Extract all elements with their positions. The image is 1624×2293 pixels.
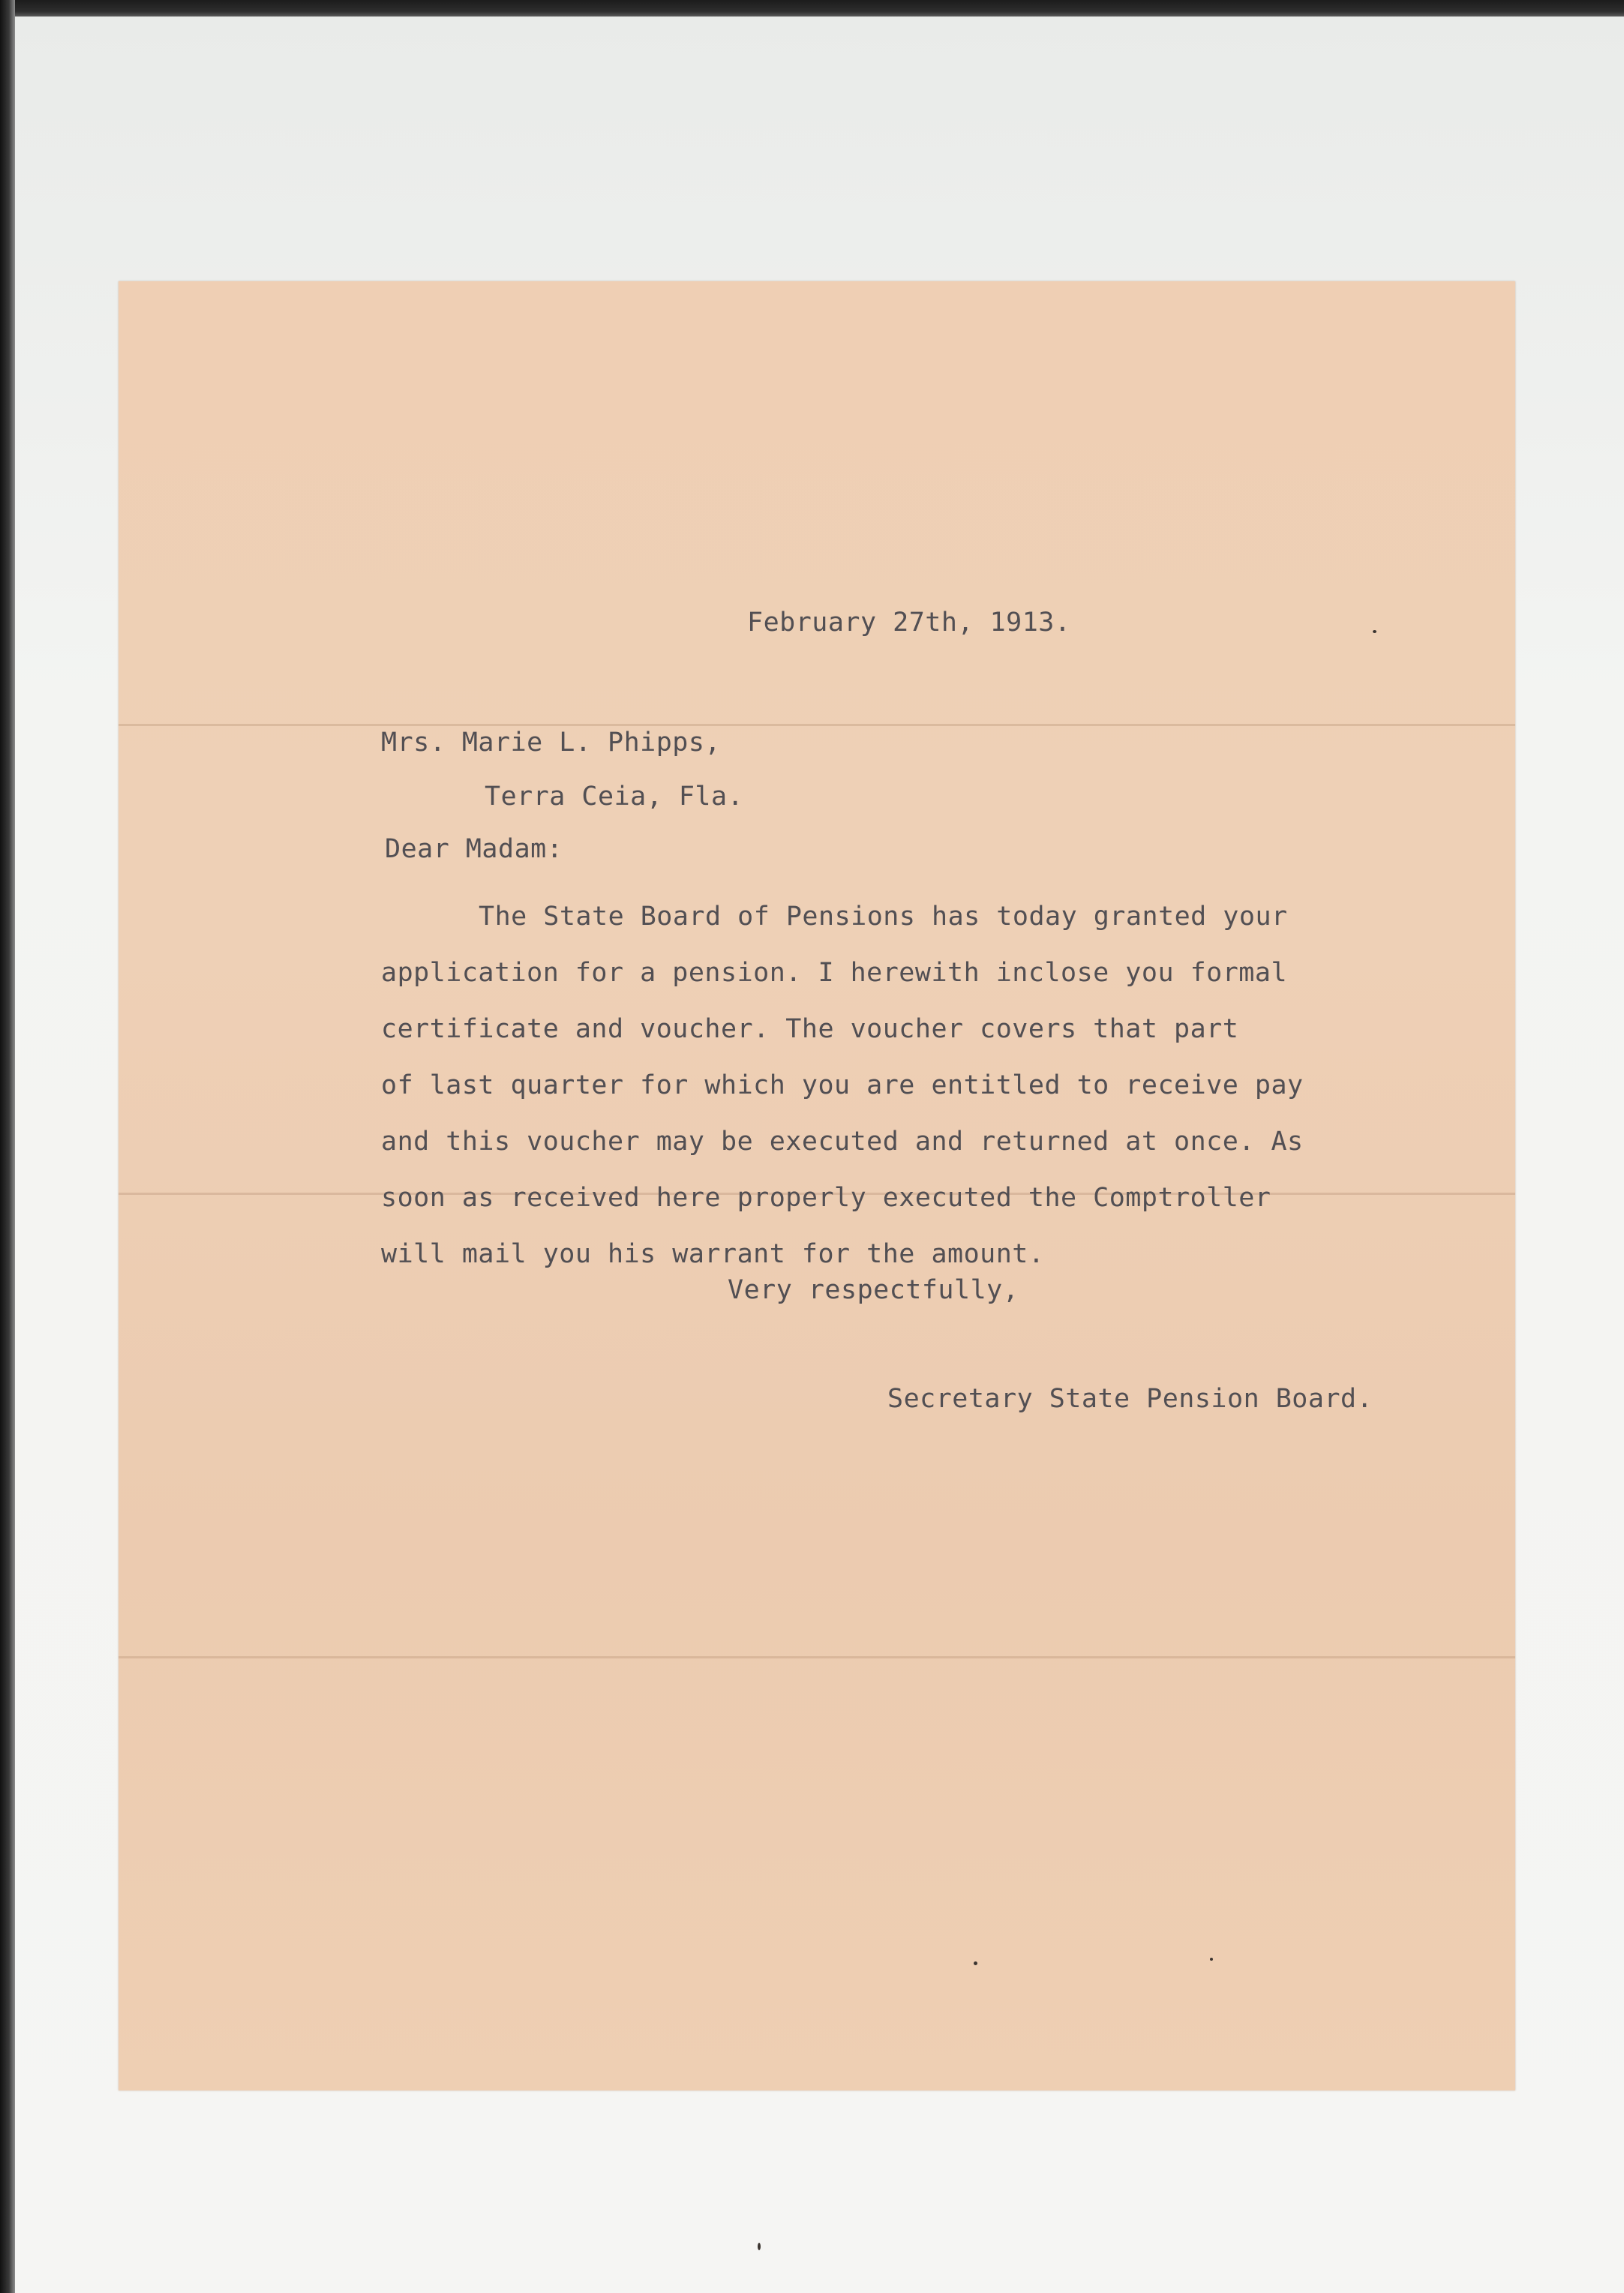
dust-speck bbox=[974, 1961, 977, 1965]
body-line: certificate and voucher. The voucher covers that part bbox=[381, 1014, 1239, 1044]
dust-speck bbox=[1210, 1958, 1213, 1961]
body-line: of last quarter for which you are entitled to receive pay bbox=[381, 1070, 1304, 1100]
dust-speck bbox=[1373, 630, 1376, 633]
paper-fold-line bbox=[119, 724, 1515, 726]
salutation: Dear Madam: bbox=[385, 834, 563, 864]
body-line: will mail you his warrant for the amount. bbox=[381, 1239, 1045, 1269]
letter-date: February 27th, 1913. bbox=[747, 608, 1071, 638]
body-line: and this voucher may be executed and returned at once. As bbox=[381, 1127, 1304, 1157]
scan-left-border bbox=[0, 0, 15, 2293]
body-line: The State Board of Pensions has today granted your bbox=[479, 902, 1288, 932]
body-line: application for a pension. I herewith inclose you formal bbox=[381, 958, 1288, 988]
dust-speck bbox=[758, 2243, 761, 2250]
paper-fold-line bbox=[119, 1656, 1515, 1658]
signature-title: Secretary State Pension Board. bbox=[887, 1384, 1373, 1414]
recipient-address: Terra Ceia, Fla. bbox=[485, 782, 744, 812]
recipient-name: Mrs. Marie L. Phipps, bbox=[381, 728, 722, 758]
closing: Very respectfully, bbox=[728, 1275, 1019, 1305]
letter-body bbox=[381, 889, 1304, 1283]
scan-top-border bbox=[0, 0, 1624, 17]
body-line: soon as received here properly executed the Comptroller bbox=[381, 1183, 1271, 1213]
letter-sheet bbox=[119, 281, 1515, 2090]
